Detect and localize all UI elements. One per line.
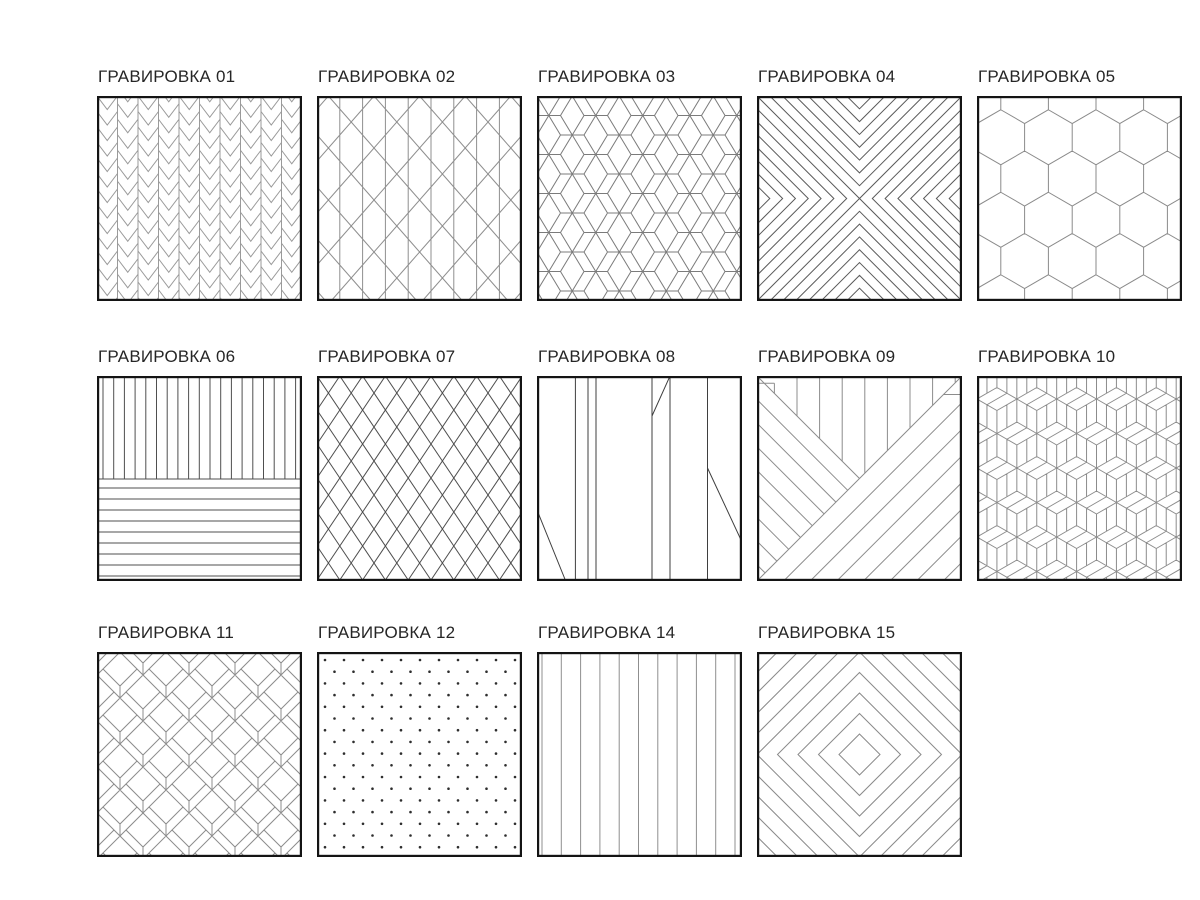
pattern-art-chevron-columns — [97, 96, 302, 301]
pattern-label: ГРАВИРОВКА 14 — [538, 623, 676, 642]
pattern-swatch — [537, 376, 742, 581]
tile-border — [318, 377, 521, 580]
pattern-swatch — [757, 96, 962, 301]
pattern-card-05[interactable] — [977, 67, 1182, 301]
tile-border — [978, 97, 1181, 300]
pattern-label: ГРАВИРОВКА 09 — [758, 347, 896, 366]
pattern-art-leaf-diamonds — [97, 652, 302, 857]
tile-border — [318, 97, 521, 300]
pattern-art-cube-parquet — [977, 376, 1182, 581]
pattern-swatch — [757, 376, 962, 581]
pattern-art-elongated-hexagons — [317, 96, 522, 301]
pattern-card-09[interactable] — [757, 347, 962, 581]
pattern-card-08[interactable] — [537, 347, 742, 581]
pattern-art-vertical-lines — [537, 652, 742, 857]
pattern-swatch — [97, 96, 302, 301]
pattern-swatch — [97, 652, 302, 857]
pattern-label: ГРАВИРОВКА 12 — [318, 623, 456, 642]
pattern-label: ГРАВИРОВКА 05 — [978, 67, 1116, 86]
pattern-art-vert-horiz-split — [97, 376, 302, 581]
tile-border — [758, 653, 961, 856]
pattern-card-07[interactable] — [317, 347, 522, 581]
pattern-art-fan-sections — [757, 376, 962, 581]
pattern-label: ГРАВИРОВКА 02 — [318, 67, 456, 86]
pattern-label: ГРАВИРОВКА 10 — [978, 347, 1116, 366]
pattern-card-02[interactable] — [317, 67, 522, 301]
pattern-card-01[interactable] — [97, 67, 302, 301]
pattern-label: ГРАВИРОВКА 01 — [98, 67, 236, 86]
pattern-card-10[interactable] — [977, 347, 1182, 581]
pattern-art-dot-grid — [317, 652, 522, 857]
pattern-art-x-chevrons — [757, 96, 962, 301]
tile-border — [98, 653, 301, 856]
pattern-swatch — [317, 96, 522, 301]
pattern-swatch — [757, 652, 962, 857]
pattern-swatch — [977, 96, 1182, 301]
pattern-label: ГРАВИРОВКА 04 — [758, 67, 896, 86]
pattern-art-diamond-lattice — [317, 376, 522, 581]
pattern-label: ГРАВИРОВКА 15 — [758, 623, 896, 642]
pattern-card-04[interactable] — [757, 67, 962, 301]
pattern-label: ГРАВИРОВКА 06 — [98, 347, 236, 366]
pattern-swatch — [317, 376, 522, 581]
tile-border — [538, 653, 741, 856]
pattern-card-12[interactable] — [317, 623, 522, 857]
pattern-art-honeycomb — [977, 96, 1182, 301]
pattern-art-diamond-net — [537, 96, 742, 301]
pattern-swatch — [537, 96, 742, 301]
pattern-swatch — [317, 652, 522, 857]
pattern-label: ГРАВИРОВКА 08 — [538, 347, 676, 366]
pattern-swatch — [977, 376, 1182, 581]
pattern-label: ГРАВИРОВКА 03 — [538, 67, 676, 86]
pattern-label: ГРАВИРОВКА 11 — [98, 623, 235, 642]
pattern-card-03[interactable] — [537, 67, 742, 301]
pattern-swatch — [97, 376, 302, 581]
pattern-card-15[interactable] — [757, 623, 962, 857]
pattern-card-11[interactable] — [97, 623, 302, 857]
tile-border — [538, 377, 741, 580]
pattern-art-sparse-lines — [537, 376, 742, 581]
pattern-art-concentric-diamonds — [757, 652, 962, 857]
pattern-card-14[interactable] — [537, 623, 742, 857]
pattern-card-06[interactable] — [97, 347, 302, 581]
pattern-label: ГРАВИРОВКА 07 — [318, 347, 456, 366]
pattern-swatch — [537, 652, 742, 857]
